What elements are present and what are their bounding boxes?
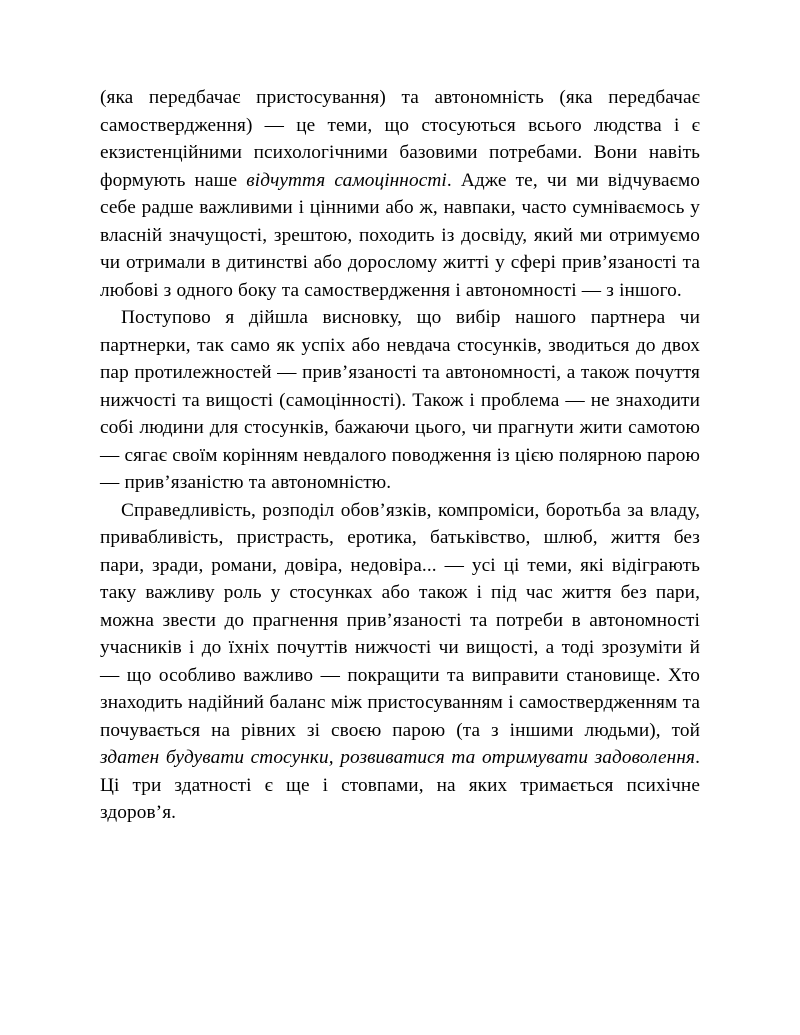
paragraph-2-run-0-regular: Поступово я дійшла висновку, що вибір нашого партнера чи партнерки, так само як успіх або невдача стосунків, зводиться до двох пар протилежностей — прив’язаності та автономності, а також почуття нижчості та вищості (самоцінності). Також і проблема — не знаходити собі людини для стосунків, бажаючи цього, чи прагнути жити самотою — сягає своїм корінням невдалого поводження із цією полярною парою — прив’язаністю та автономністю. <box>100 307 700 493</box>
paragraph-3-run-0-regular: Справедливість, розподіл обов’язків, компроміси, боротьба за владу, привабливість, пристрасть, еротика, батьківство, шлюб, життя без пари, зради, романи, довіра, недовіра... — усі ці теми, які відіграють таку важливу роль у стосунках або також і під час життя без пари, можна звести до прагнення прив’язаності та потреби в автономності учасників і до їхніх почуттів нижчості чи вищості, а тоді зрозуміти й — що особливо важливо — покращити та виправити становище. Хто знаходить надійний баланс між пристосуванням і самоствердженням та почувається на рівних зі своєю парою (та з іншими людьми), той <box>100 499 700 741</box>
paragraph-1-run-2-regular: . Адже те, чи ми відчуваємо себе радше важливими і цінними або ж, навпаки, часто сумніваємось у власній значущості, зрештою, походить із досвіду, який ми отримуємо чи отримали в дитинстві або дорослому житті у сфері прив’язаності та любові з одного боку та самоствердження і автономності — з іншого. <box>100 169 701 301</box>
paragraph-1-run-0-regular: (яка передбачає пристосування) та автономність (яка передбачає самоствердження) — це теми, що стосуються всього людства і є екзистенційними психологічними базовими потребами. Вони навіть формують наше <box>100 87 700 191</box>
paragraph-1 <box>100 84 700 304</box>
page-text-body <box>100 84 700 827</box>
paragraph-2 <box>100 304 700 497</box>
paragraph-3-run-1-italic: здатен будувати стосунки, розвиватися та отримувати задоволення <box>100 747 696 768</box>
paragraph-3 <box>100 497 700 827</box>
paragraph-1-run-1-italic: відчуття самоцінності <box>246 169 447 191</box>
paragraph-3-run-2-regular: . Ці три здатності є ще і стовпами, на яких тримається психічне здоров’я. <box>100 747 700 823</box>
